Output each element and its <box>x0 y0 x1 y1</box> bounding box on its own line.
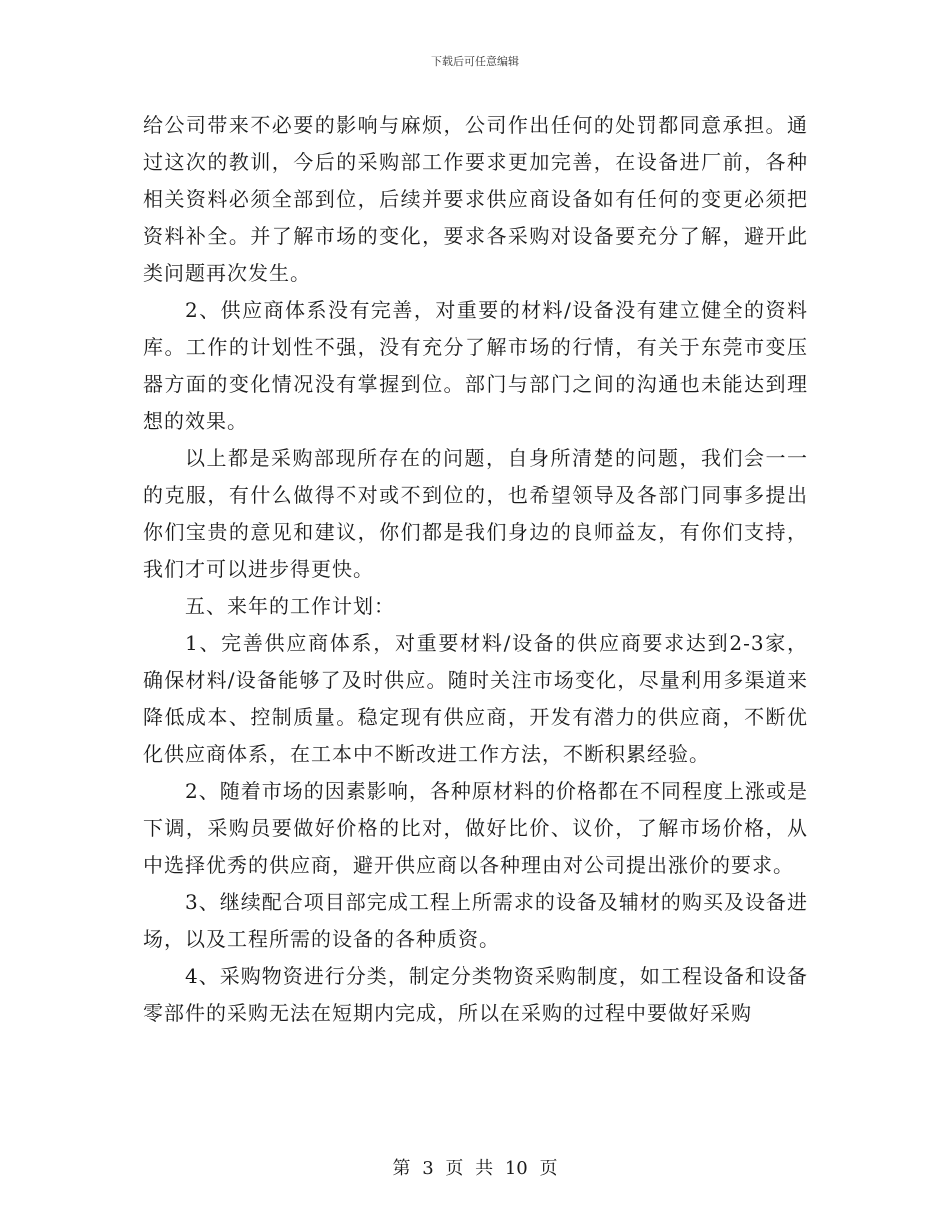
section-heading-next-year-plan: 五、来年的工作计划： <box>185 594 395 618</box>
paragraph-plan-1: 1、完善供应商体系，对重要材料/设备的供应商要求达到2-3家，确保材料/设备能够了及时供应。随时关注市场变化，尽量利用多渠道来降低成本、控制质量。稳定现有供应商，开发有潜力的供应商，不断优化供应商体系，在工本中不断改进工作方法，不断积累经验。 <box>143 631 808 766</box>
paragraph-plan-2: 2、随着市场的因素影响，各种原材料的价格都在不同程度上涨或是下调，采购员要做好价格的比对，做好比价、议价，了解市场价格，从中选择优秀的供应商，避开供应商以各种理由对公司提出涨价的要求。 <box>143 779 808 877</box>
paragraph-continuation: 给公司带来不必要的影响与麻烦，公司作出任何的处罚都同意承担。通过这次的教训，今后的采购部工作要求更加完善，在设备进厂前，各种相关资料必须全部到位，后续并要求供应商设备如有任何的变更必须把资料补全。并了解市场的变化，要求各采购对设备要充分了解，避开此类问题再次发生。 <box>143 113 808 285</box>
header-note: 下载后可任意编辑 <box>431 55 519 68</box>
body-text <box>143 107 808 1032</box>
page-number-footer: 第 3 页 共 10 页 <box>392 1158 558 1179</box>
paragraph-summary: 以上都是采购部现所存在的问题，自身所清楚的问题，我们会一一的克服，有什么做得不对或不到位的，也希望领导及各部门同事多提出你们宝贵的意见和建议，你们都是我们身边的良师益友，有你们支持，我们才可以进步得更快。 <box>143 446 808 581</box>
paragraph-plan-3: 3、继续配合项目部完成工程上所需求的设备及辅材的购买及设备进场，以及工程所需的设备的各种质资。 <box>143 890 808 951</box>
paragraph-plan-4: 4、采购物资进行分类，制定分类物资采购制度，如工程设备和设备零部件的采购无法在短期内完成，所以在采购的过程中要做好采购 <box>143 964 808 1025</box>
paragraph-item-2-supplier-system: 2、供应商体系没有完善，对重要的材料/设备没有建立健全的资料库。工作的计划性不强，没有充分了解市场的行情，有关于东莞市变压器方面的变化情况没有掌握到位。部门与部门之间的沟通也未能达到理想的效果。 <box>143 298 808 433</box>
